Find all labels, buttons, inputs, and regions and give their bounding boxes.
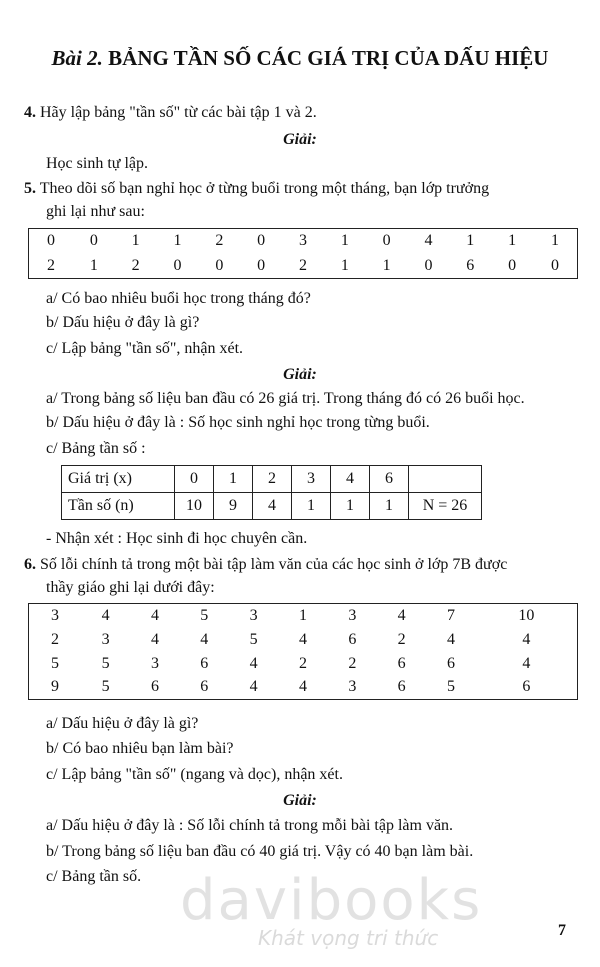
table-cell: 3 [348, 678, 357, 696]
freq-count-cell: 4 [253, 493, 292, 520]
q6-data-table [28, 603, 578, 700]
table-cell: 10 [518, 606, 535, 624]
table-row [29, 604, 578, 628]
table-cell: 2 [50, 630, 59, 648]
table-cell: 2 [131, 256, 140, 274]
freq-value-cell: 6 [370, 466, 409, 493]
table-cell: 4 [249, 678, 258, 696]
table-cell: 5 [447, 678, 455, 696]
table-row [29, 652, 578, 676]
q4-prompt [24, 104, 317, 122]
table-cell: 4 [522, 630, 531, 648]
page-title [0, 46, 600, 71]
table-cell: 3 [150, 654, 159, 672]
q5-data-table [28, 228, 578, 279]
freq-value-cell: 0 [175, 466, 214, 493]
table-cell: 6 [397, 678, 406, 696]
table-cell: 2 [46, 256, 55, 274]
q6-text-1: Số lỗi chính tả trong một bài tập làm văn của các học sinh ở lớp 7B được [40, 556, 508, 573]
table-cell: 7 [447, 606, 455, 624]
table-cell: 1 [173, 232, 182, 250]
table-cell: 4 [424, 232, 433, 250]
q5-part-c: c/ Lập bảng "tần số", nhận xét. [46, 340, 244, 357]
table-cell: 4 [101, 606, 110, 624]
table-cell: 4 [150, 630, 159, 648]
q6-part-b: b/ Có bao nhiêu bạn làm bài? [46, 740, 234, 757]
q6-part-c: c/ Lập bảng "tần số" (ngang và dọc), nhận xét. [46, 766, 343, 783]
table-cell: 4 [447, 630, 455, 648]
q4-answer: Học sinh tự lập. [46, 155, 148, 172]
table-cell: 5 [50, 654, 59, 672]
table-cell: 0 [257, 256, 266, 274]
table-cell: 3 [50, 606, 59, 624]
watermark-brand: davibooks [180, 868, 483, 933]
table-cell: 6 [522, 678, 531, 696]
table-row [62, 493, 482, 520]
q5-answer-a: a/ Trong bảng số liệu ban đầu có 26 giá trị. Trong tháng đó có 26 buổi học. [46, 390, 525, 407]
table-cell: 5 [249, 630, 258, 648]
freq-count-cell: 1 [331, 493, 370, 520]
table-cell: 4 [298, 630, 307, 648]
q6-text-2: thầy giáo ghi lại dưới đây: [46, 579, 215, 596]
table-cell: 0 [382, 232, 391, 250]
table-cell: 6 [348, 630, 357, 648]
table-cell: 0 [173, 256, 182, 274]
q6-answer-c: c/ Bảng tần số. [46, 868, 142, 885]
table-cell: 4 [200, 630, 209, 648]
table-cell: 3 [101, 630, 110, 648]
table-cell: 1 [89, 256, 98, 274]
table-cell: 1 [340, 256, 349, 274]
freq-count-cell: 10 [175, 493, 214, 520]
table-cell: 6 [150, 678, 159, 696]
table-cell: 5 [200, 606, 209, 624]
table-cell: 0 [257, 232, 266, 250]
freq-total-cell: N = 26 [409, 493, 482, 520]
freq-count-cell: 1 [370, 493, 409, 520]
q4-solve-heading: Giải: [283, 131, 317, 148]
q5-part-b: b/ Dấu hiệu ở đây là gì? [46, 314, 200, 331]
table-cell: 0 [551, 256, 560, 274]
table-cell: 4 [397, 606, 406, 624]
table-row [29, 628, 578, 652]
table-cell: 3 [298, 232, 307, 250]
table-cell: 5 [101, 678, 110, 696]
table-cell: 2 [298, 256, 307, 274]
q6-prompt [24, 556, 507, 574]
table-row [62, 466, 482, 493]
q6-number: 6. [24, 556, 36, 573]
table-cell: 9 [50, 678, 59, 696]
table-cell: 1 [551, 232, 560, 250]
table-cell: 6 [200, 654, 209, 672]
table-cell: 1 [508, 232, 517, 250]
q5-text-1: Theo dõi số bạn nghỉ học ở từng buổi trong một tháng, bạn lớp trưởng [39, 180, 490, 197]
watermark-tagline: Khát vọng tri thức [258, 926, 439, 950]
q5-part-a: a/ Có bao nhiêu buổi học trong tháng đó? [46, 290, 311, 307]
table-cell: 6 [466, 256, 475, 274]
table-cell: 0 [508, 256, 517, 274]
q5-solve-heading: Giải: [283, 366, 317, 383]
title-rest: BẢNG TẦN SỐ CÁC GIÁ TRỊ CỦA DẤU HIỆU [102, 46, 549, 70]
table-cell: 6 [200, 678, 209, 696]
table-cell: 3 [249, 606, 258, 624]
table-cell: 4 [298, 678, 307, 696]
table-cell: 2 [348, 654, 357, 672]
title-lead: Bài 2. [51, 46, 103, 70]
table-cell: 1 [340, 232, 349, 250]
freq-row-label-values: Giá trị (x) [62, 466, 175, 493]
q5-answer-c: c/ Bảng tần số : [46, 440, 146, 457]
table-cell: 1 [466, 232, 475, 250]
table-cell: 1 [131, 232, 140, 250]
freq-value-cell: 1 [214, 466, 253, 493]
freq-value-cell: 4 [331, 466, 370, 493]
q6-solve-heading: Giải: [283, 792, 317, 809]
q6-answer-a: a/ Dấu hiệu ở đây là : Số lỗi chính tả trong mỗi bài tập làm văn. [46, 817, 454, 834]
table-row [29, 676, 578, 700]
table-cell: 6 [397, 654, 406, 672]
q5-prompt [24, 180, 489, 198]
freq-row-label-counts: Tần số (n) [62, 493, 175, 520]
table-row [29, 254, 578, 279]
table-cell: 4 [150, 606, 159, 624]
table-cell: 1 [298, 606, 307, 624]
table-cell: 4 [249, 654, 258, 672]
freq-value-cell: 2 [253, 466, 292, 493]
freq-value-cell: 3 [292, 466, 331, 493]
q5-answer-b: b/ Dấu hiệu ở đây là : Số học sinh nghỉ học trong từng buổi. [46, 414, 430, 431]
table-cell: 2 [298, 654, 307, 672]
table-cell: 1 [382, 256, 391, 274]
table-cell: 5 [101, 654, 110, 672]
q6-answer-b: b/ Trong bảng số liệu ban đầu có 40 giá trị. Vậy có 40 bạn làm bài. [46, 843, 474, 860]
table-cell: 3 [348, 606, 357, 624]
q4-number: 4. [24, 104, 36, 121]
table-cell: 2 [215, 232, 224, 250]
q5-number: 5. [24, 180, 36, 197]
q5-text-2: ghi lại như sau: [46, 203, 145, 220]
page-number: 7 [558, 922, 566, 939]
q4-text: Hãy lập bảng "tần số" từ các bài tập 1 và 2. [40, 104, 317, 121]
table-row [29, 229, 578, 254]
freq-count-cell: 1 [292, 493, 331, 520]
table-cell: 0 [46, 232, 55, 250]
q5-remark: - Nhận xét : Học sinh đi học chuyên cần. [46, 530, 308, 547]
freq-empty-cell [409, 466, 482, 493]
table-cell: 2 [397, 630, 406, 648]
table-cell: 4 [522, 654, 531, 672]
table-cell: 0 [89, 232, 98, 250]
q5-frequency-table [61, 465, 482, 520]
freq-count-cell: 9 [214, 493, 253, 520]
table-cell: 6 [447, 654, 455, 672]
table-cell: 0 [215, 256, 224, 274]
table-cell: 0 [424, 256, 433, 274]
q6-part-a: a/ Dấu hiệu ở đây là gì? [46, 715, 199, 732]
